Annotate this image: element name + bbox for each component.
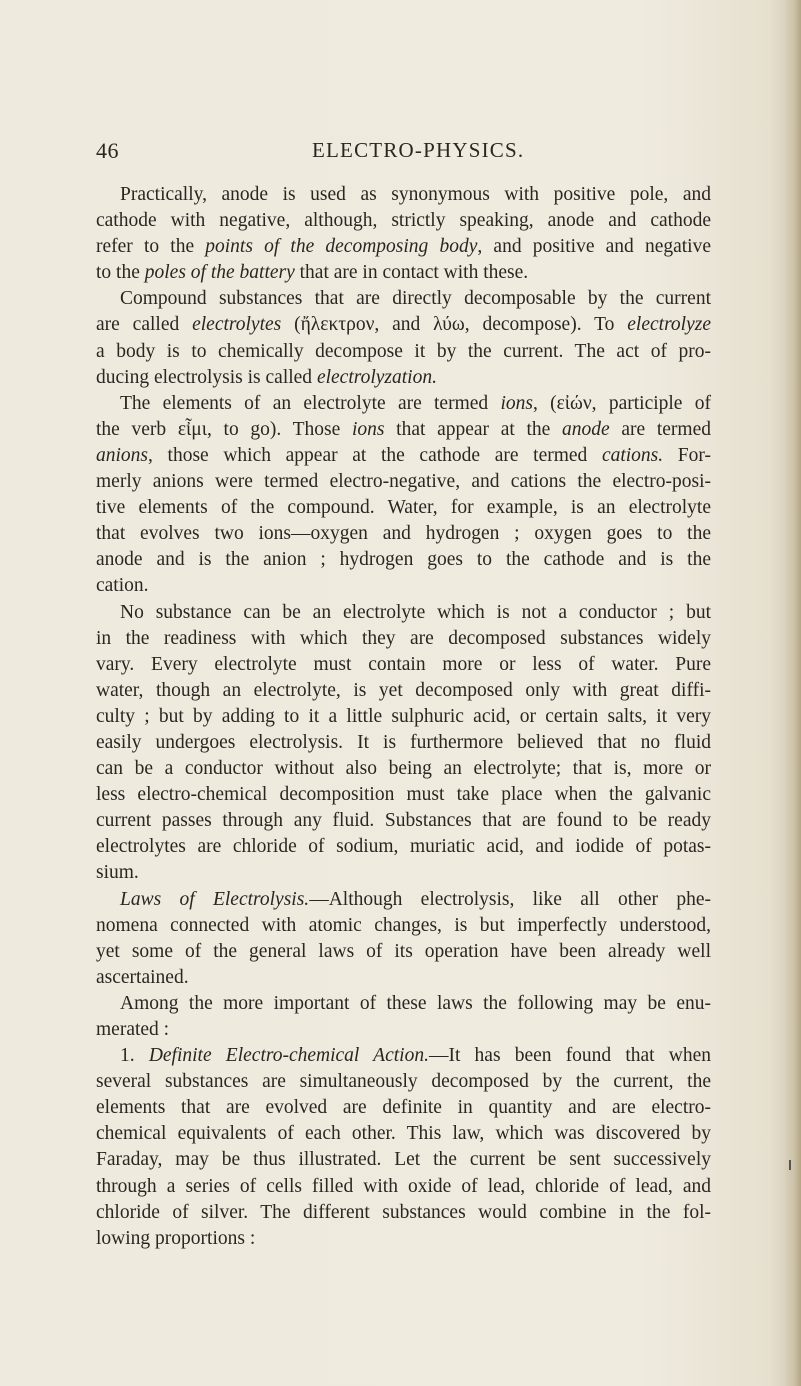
- text-line: current passes through any fluid. Substances that are found to be ready: [96, 810, 711, 832]
- text-line: chloride of silver. The different substances would combine in the fol-: [96, 1201, 711, 1223]
- text-line: to the poles of the battery that are in contact with these.: [96, 262, 529, 284]
- text-line: ducing electrolysis is called electrolyzation.: [96, 366, 437, 388]
- page-number: 46: [96, 138, 119, 163]
- text-line: anions, those which appear at the cathode are termed cations. For-: [96, 444, 711, 466]
- section-heading: Laws of Electrolysis.: [120, 888, 310, 910]
- text-line: The elements of an electrolyte are termed ions, (εἰών, participle of: [120, 392, 711, 414]
- text-line: anode and is the anion ; hydrogen goes to the cathode and is the: [96, 549, 711, 571]
- text-line: chemical equivalents of each other. This law, which was discovered by: [96, 1123, 711, 1145]
- text-line: cation.: [96, 575, 149, 597]
- text-line: merly anions were termed electro-negative, and cations the electro-posi-: [96, 471, 711, 493]
- text-line: through a series of cells filled with oxide of lead, chloride of lead, and: [96, 1175, 711, 1197]
- text-line: yet some of the general laws of its operation have been already well: [96, 940, 711, 962]
- text-line: easily undergoes electrolysis. It is furthermore believed that no fluid: [96, 731, 711, 753]
- page-edge-shadow: [783, 0, 801, 1386]
- section-heading-line: Laws of Electrolysis.—Although electrolysis, like all other phe-: [120, 888, 712, 910]
- page-header: [96, 138, 696, 168]
- text-line: electrolytes are chloride of sodium, muriatic acid, and iodide of potas-: [96, 836, 711, 858]
- text-line: ascertained.: [96, 966, 189, 988]
- text-line: nomena connected with atomic changes, is but imperfectly understood,: [96, 914, 711, 936]
- numbered-item-line: 1. Definite Electro-chemical Action.—It has been found that when: [120, 1045, 712, 1067]
- item-heading: Definite Electro-chemical Action.: [148, 1045, 429, 1067]
- text-line: several substances are simultaneously decomposed by the current, the: [96, 1071, 711, 1093]
- text-line: culty ; but by adding to it a little sulphuric acid, or certain salts, it very: [96, 705, 711, 727]
- text-line: Compound substances that are directly decomposable by the current: [120, 288, 711, 310]
- text-line: in the readiness with which they are decomposed substances widely: [96, 627, 711, 649]
- text-line: that evolves two ions—oxygen and hydrogen ; oxygen goes to the: [96, 523, 711, 545]
- text-line: cathode with negative, although, strictly speaking, anode and cathode: [96, 210, 711, 232]
- text-line: vary. Every electrolyte must contain more or less of water. Pure: [96, 653, 711, 675]
- text-line: Among the more important of these laws the following may be enu-: [120, 992, 711, 1014]
- text-line: elements that are evolved are definite in quantity and are electro-: [96, 1097, 711, 1119]
- text-line: refer to the points of the decomposing body, and positive and negative: [96, 236, 711, 258]
- text-line: lowing proportions :: [96, 1227, 256, 1249]
- text-line: water, though an electrolyte, is yet decomposed only with great diffi-: [96, 679, 711, 701]
- text-line: can be a conductor without also being an electrolyte; that is, more or: [96, 758, 711, 780]
- text-line: are called electrolytes (ἤλεκτρον, and λύω, decompose). To electrolyze: [96, 314, 711, 336]
- body-text: [96, 182, 711, 1252]
- text-line: sium.: [96, 862, 139, 884]
- running-title: ELECTRO-PHYSICS.: [312, 138, 525, 162]
- text-line: the verb εἶμι, to go). Those ions that appear at the anode are termed: [96, 418, 711, 440]
- margin-tick-mark: [789, 1160, 791, 1170]
- text-line: a body is to chemically decompose it by the current. The act of pro-: [96, 340, 711, 362]
- text-line: less electro-chemical decomposition must take place when the galvanic: [96, 784, 711, 806]
- text-line: Practically, anode is used as synonymous with positive pole, and: [120, 184, 711, 205]
- text-line: merated :: [96, 1019, 170, 1040]
- text-line: Faraday, may be thus illustrated. Let the current be sent successively: [96, 1149, 711, 1171]
- text-line: No substance can be an electrolyte which is not a conductor ; but: [120, 601, 711, 623]
- text-line: tive elements of the compound. Water, for example, is an electrolyte: [96, 497, 711, 519]
